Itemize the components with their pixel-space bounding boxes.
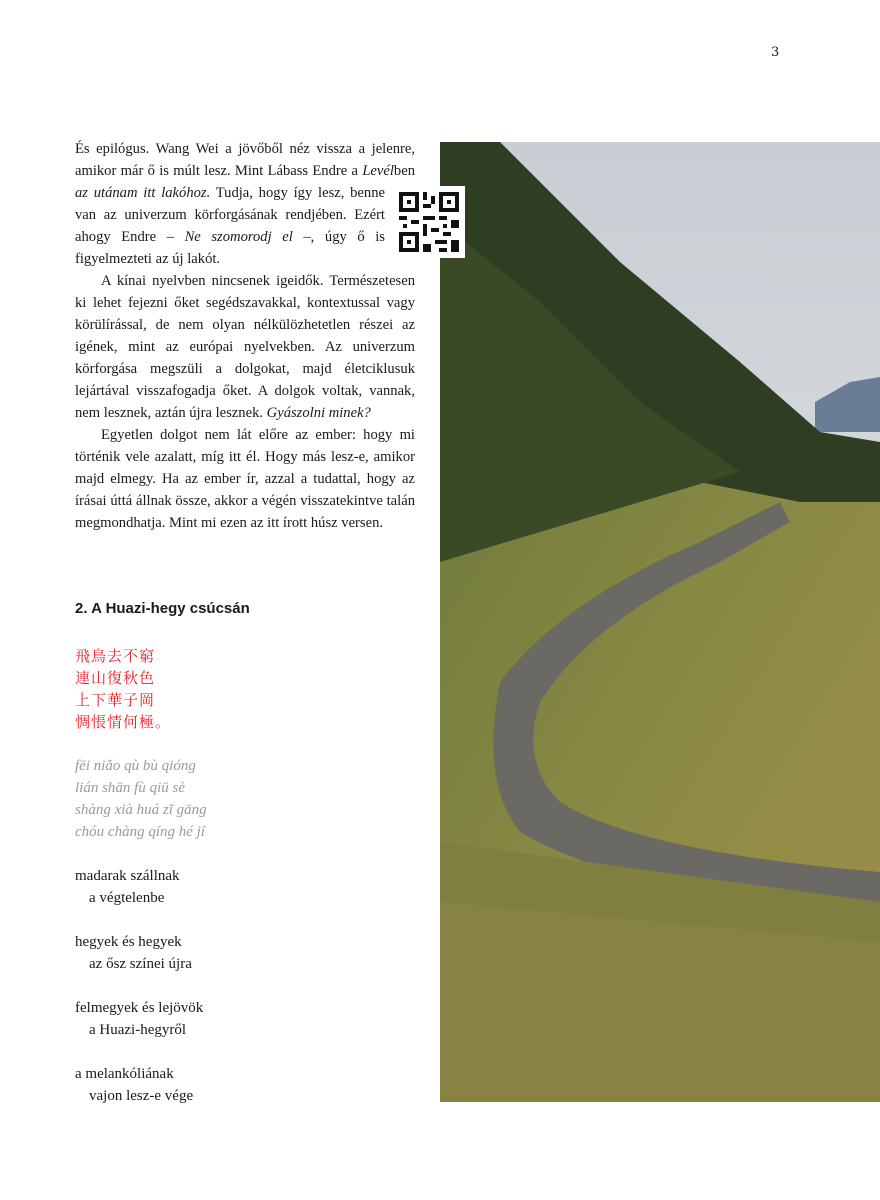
paragraph [75, 138, 415, 270]
pinyin-line: shàng xià huá zĭ gāng [75, 802, 207, 818]
page-number: 3 [771, 45, 780, 60]
section-heading: 2. A Huazi-hegy csúcsán [75, 600, 250, 617]
chinese-line: 上下華子岡 [75, 691, 156, 709]
italic-text: Ne szomorodj el [184, 229, 293, 245]
chinese-line: 連山復秋色 [75, 669, 156, 687]
text-segment: A kínai nyelvben nincsenek igeidők. Természetesen ki lehet fejezni őket segédszavakkal, kontextussal vagy körülírással, de nem olyan nélkülözhetetlen részei az igének, mint az európai nyelvekben. Az univerzum körforgása megszüli a dolgokat, majd életciklusuk lejártával visszafogadja őket. A dolgok voltak, vannak, nem lesznek, aztán újra lesznek. [75, 273, 415, 421]
poem-line: a végtelenbe [89, 890, 165, 906]
poem-line: felmegyek és lejövök [75, 1000, 204, 1016]
paragraph [75, 270, 415, 424]
pinyin-line: fēi niǎo qù bù qióng [75, 758, 196, 774]
stanza [75, 931, 203, 975]
poem-line: a melankóliának [75, 1066, 174, 1082]
text-segment: Egyetlen dolgot nem lát előre az ember: hogy mi történik vele azalatt, míg itt él. Hogy más lesz-e, amikor majd elmegy. Ha az ember ír, azzal a tudattal, hogy az írásai úttá állnak össze, akkor a végén visszatekintve talán megmondhatja. Mint mi ezen az itt írott húsz versen. [75, 427, 415, 531]
stanza [75, 997, 203, 1041]
text-segment: –, úgy ő is figyelmezteti az új lakót. [75, 229, 385, 267]
stanza [75, 865, 203, 909]
poem-line: vajon lesz-e vége [89, 1088, 194, 1104]
qr-code-icon [399, 192, 459, 252]
chinese-line: 惆悵情何極。 [75, 713, 172, 731]
poem-line: madarak szállnak [75, 868, 180, 884]
mountain-road-photo [440, 142, 880, 1102]
paragraph [75, 424, 415, 534]
italic-text: az utánam itt lakóhoz. [75, 185, 211, 201]
text-segment: Tudja, hogy így lesz, benne van az univerzum körforgásának rendjében. Ezért ahogy Endre – [75, 185, 385, 245]
body-text [75, 138, 415, 534]
text-segment: És epilógus. Wang Wei a jövőből néz vissza a jelenre, amikor már ő is múlt lesz. Mint Lábass Endre a [75, 141, 415, 179]
pinyin-line: lián shān fù qiū sè [75, 780, 186, 796]
poem-line: az ősz színei újra [89, 956, 192, 972]
text-segment: ben [393, 163, 415, 179]
chinese-poem [75, 645, 171, 733]
italic-text: Gyászolni minek? [266, 405, 371, 421]
poem-line: a Huazi-hegyről [89, 1022, 187, 1038]
hungarian-poem [75, 865, 203, 1129]
photo-illustration [440, 142, 880, 1102]
italic-text: Levél [362, 163, 394, 179]
qr-code[interactable] [393, 186, 465, 258]
chinese-line: 飛鳥去不窮 [75, 647, 156, 665]
pinyin-line: chóu chàng qíng hé jí [75, 824, 205, 840]
stanza [75, 1063, 203, 1107]
poem-line: hegyek és hegyek [75, 934, 182, 950]
pinyin-poem [75, 755, 207, 843]
